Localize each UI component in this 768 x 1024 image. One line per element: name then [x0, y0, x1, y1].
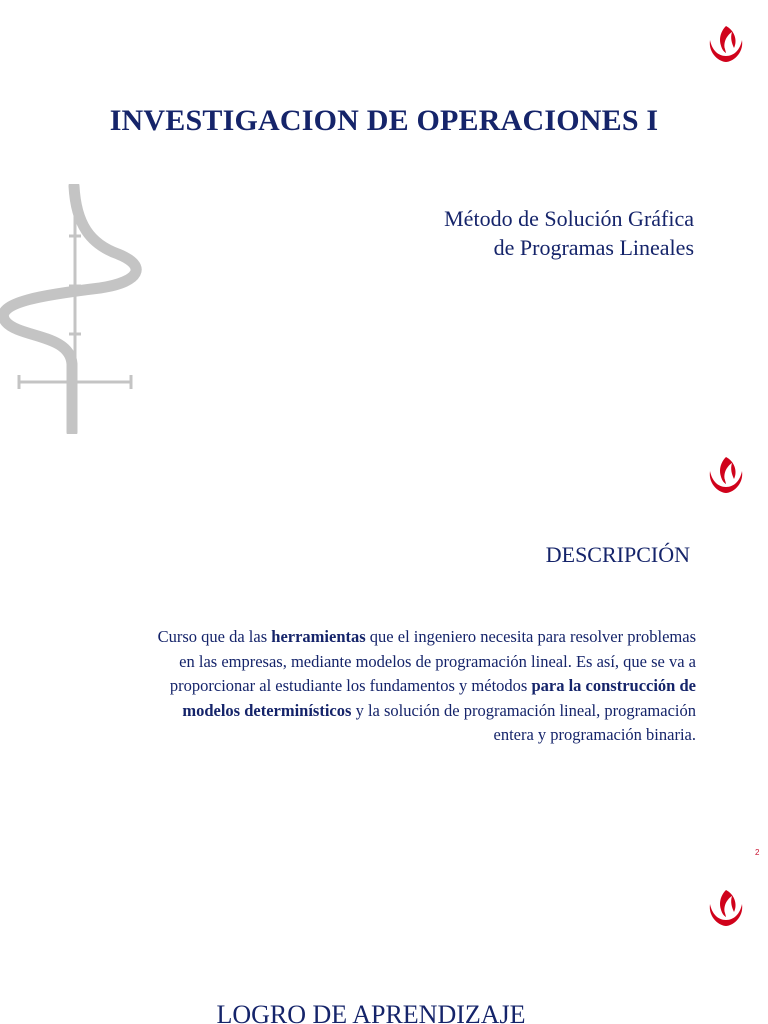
graph-curve-decoration-icon	[0, 184, 150, 434]
bold-run: para la construcción de	[531, 676, 696, 695]
description-line-5: entera y programación binaria.	[493, 725, 696, 744]
bold-run: herramientas	[271, 627, 366, 646]
description-line-1	[60, 625, 696, 650]
upc-logo-icon	[704, 888, 748, 928]
upc-logo-icon	[704, 455, 748, 495]
description-heading: DESCRIPCIÓN	[545, 542, 690, 567]
learning-outcome-heading: LOGRO DE APRENDIZAJE	[216, 1000, 526, 1024]
description-body	[60, 625, 696, 748]
presentation-subtitle	[444, 204, 694, 262]
description-line-4	[60, 699, 696, 724]
course-title: INVESTIGACION DE OPERACIONES I	[109, 104, 659, 137]
text-run: Curso que da las	[157, 627, 272, 646]
subtitle-line-1: Método de Solución Gráfica	[444, 206, 694, 231]
upc-logo-icon	[704, 24, 748, 64]
subtitle-line-2: de Programas Lineales	[493, 235, 694, 260]
description-line-2: en las empresas, mediante modelos de programación lineal. Es así, que se va a	[179, 651, 696, 671]
text-run: proporcionar al estudiante los fundamentos y métodos	[169, 676, 532, 695]
text-run: y la solución de programación lineal, programación	[351, 700, 696, 720]
page-number: 2	[755, 848, 760, 857]
text-run: que el ingeniero necesita para resolver problemas	[365, 627, 696, 646]
bold-run: modelos determinísticos	[182, 700, 352, 720]
description-line-3	[60, 674, 696, 699]
